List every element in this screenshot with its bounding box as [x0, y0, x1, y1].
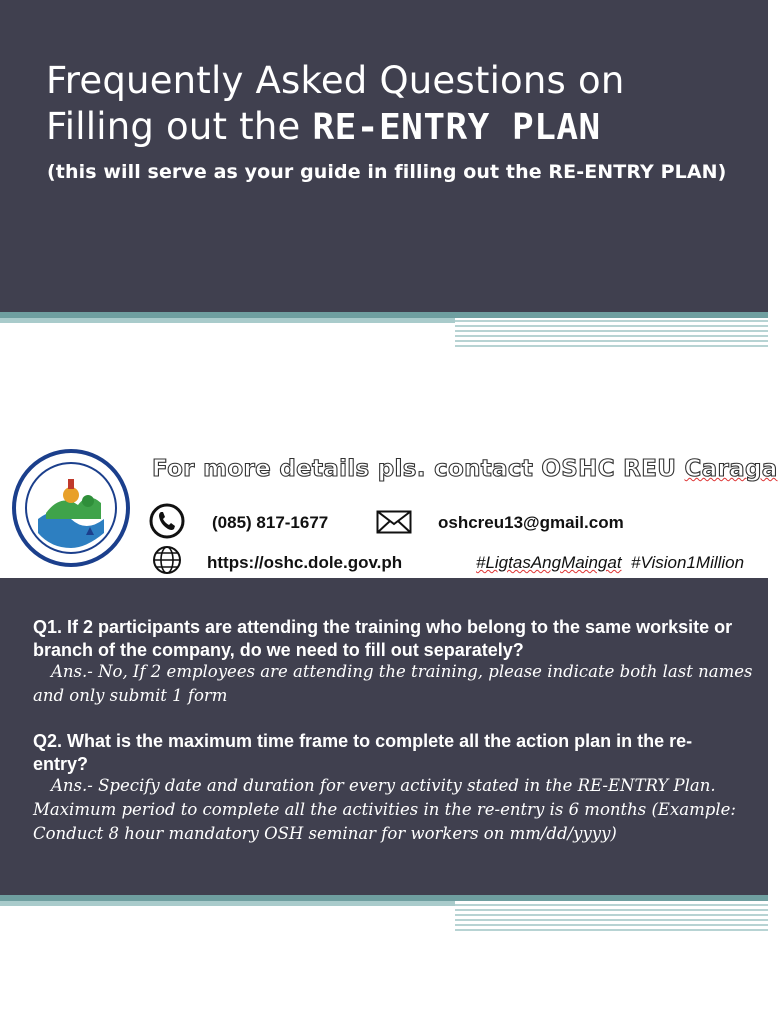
- oshc-caraga-seal-icon: [12, 449, 130, 567]
- contact-strip: [0, 440, 778, 578]
- title-line-2-prefix: Filling out the: [46, 105, 313, 148]
- accent-lines-bottom: [455, 904, 768, 934]
- contact-heading-region: Caraga: [684, 456, 778, 482]
- faq-question-1: Q1. If 2 participants are attending the training who belong to the same worksite or branch of the company, do we need to fill out separately?: [33, 617, 733, 660]
- phone-number[interactable]: (085) 817-1677: [212, 513, 329, 532]
- hashtags: [476, 553, 744, 573]
- contact-heading: [152, 456, 778, 482]
- title-line-1: Frequently Asked Questions on: [46, 59, 625, 102]
- page-subtitle: (this will serve as your guide in filling out the RE-ENTRY PLAN): [47, 161, 727, 183]
- faq-answer-2: [33, 774, 753, 846]
- mail-icon: [376, 510, 412, 534]
- faq-answer-1-text: Ans.- No, If 2 employees are attending the training, please indicate both last names and only submit 1 form: [33, 662, 753, 705]
- faq-answer-1: [33, 660, 753, 708]
- title-highlight: RE-ENTRY PLAN: [312, 107, 601, 148]
- header-panel: [0, 0, 768, 312]
- hashtag-ligtas: #LigtasAngMaingat: [476, 553, 622, 572]
- email-address[interactable]: oshcreu13@gmail.com: [438, 513, 624, 532]
- accent-lines: [455, 320, 768, 350]
- hashtag-vision: #Vision1Million: [631, 553, 745, 572]
- accent-band-light-bottom: [0, 901, 455, 906]
- accent-band-light: [0, 318, 455, 323]
- faq-panel: [0, 578, 768, 888]
- contact-heading-text: For more details pls. contact OSHC REU: [152, 456, 685, 482]
- faq-question-2: Q2. What is the maximum time frame to complete all the action plan in the re-entry?: [33, 731, 693, 774]
- globe-icon: [151, 544, 183, 576]
- faq-answer-2-text: Ans.- Specify date and duration for every activity stated in the RE-ENTRY Plan. Maximum period to complete all the activities in the re-entry is 6 months (Example: Conduct 8 hour mandatory OSH seminar for workers on mm/dd/yyyy): [33, 776, 736, 843]
- panel-bottom-edge: [0, 888, 768, 895]
- phone-icon: [148, 502, 186, 540]
- page-title: [46, 58, 624, 151]
- website-link[interactable]: https://oshc.dole.gov.ph: [207, 553, 403, 572]
